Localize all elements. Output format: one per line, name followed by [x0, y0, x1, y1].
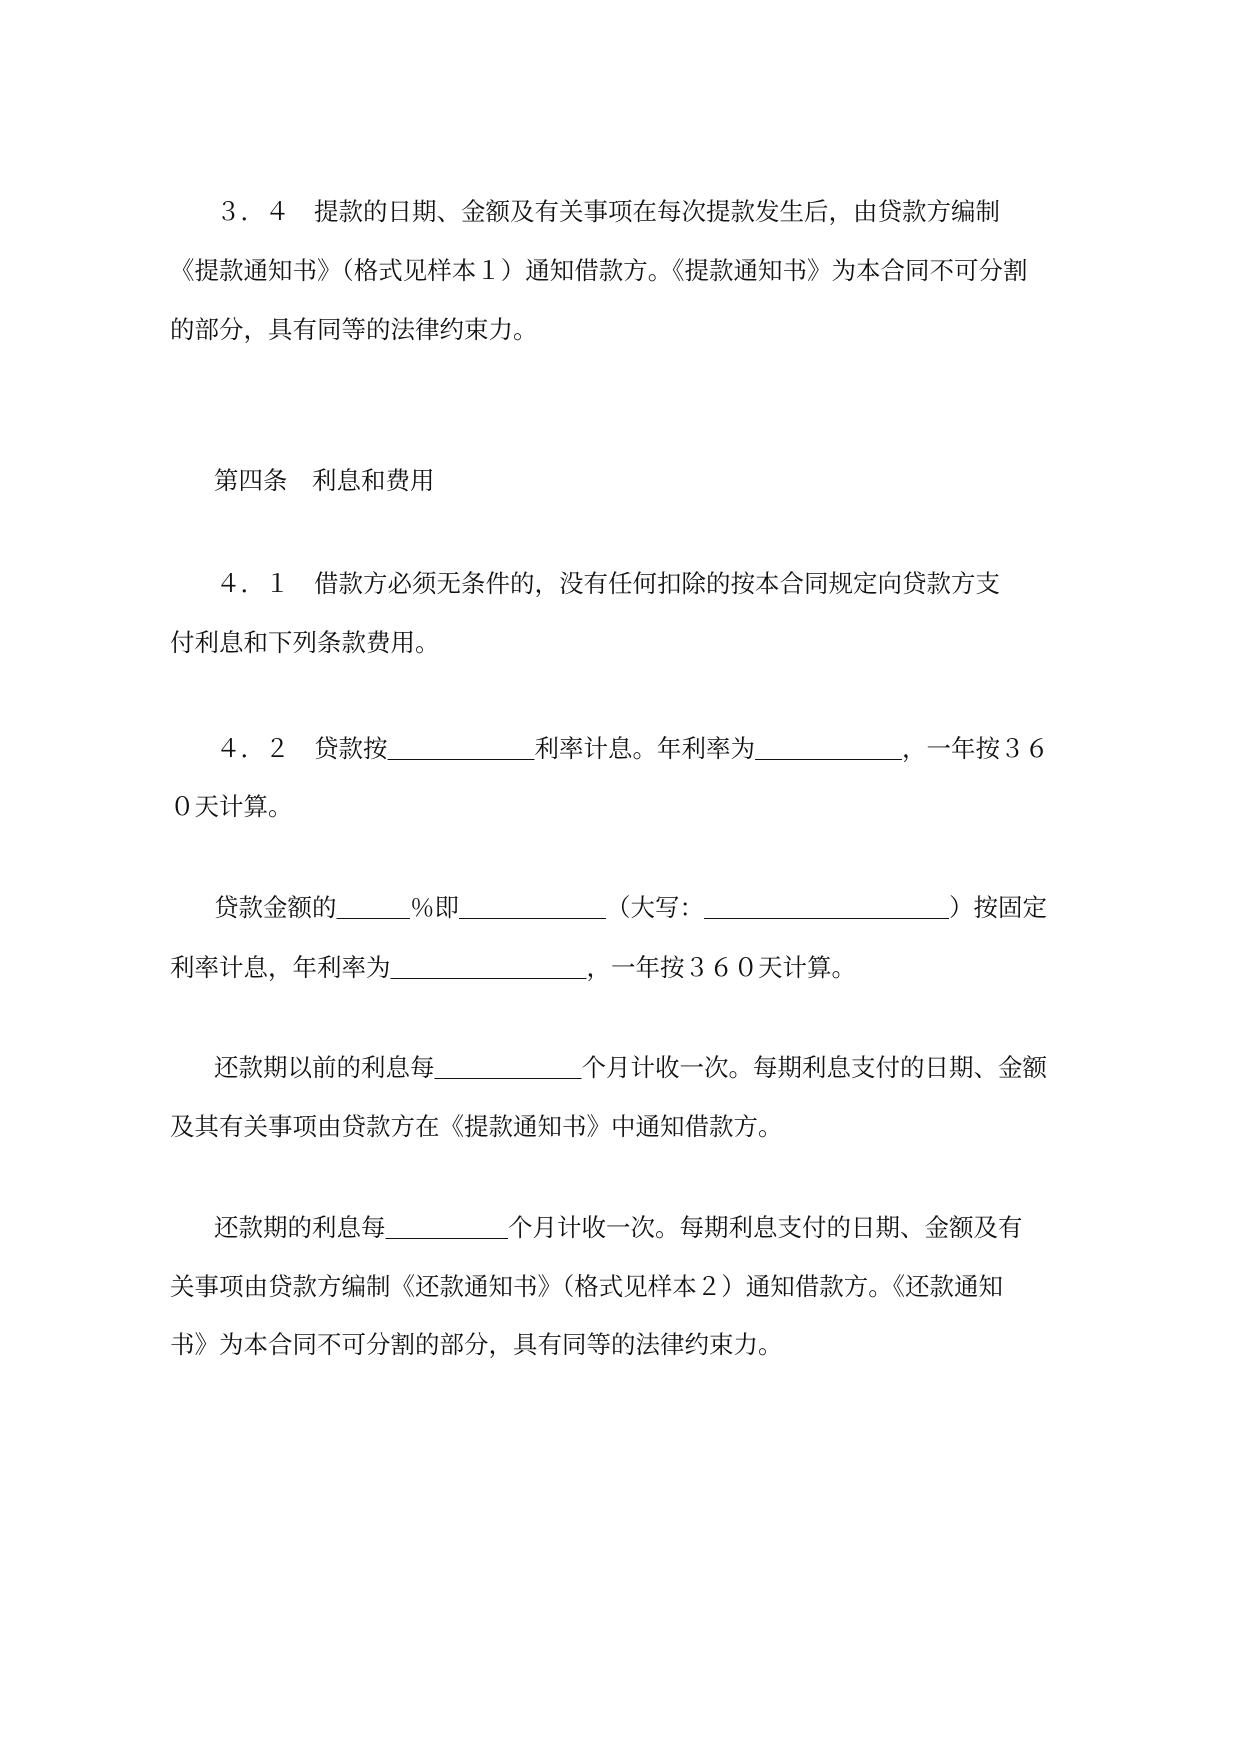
- repayment-interest-line-2: 关事项由贷款方编制《还款通知书》（格式见样本２）通知借款方。《还款通知: [170, 1272, 1003, 1301]
- repayment-interest-line-3: 书》为本合同不可分割的部分，具有同等的法律约束力。: [170, 1330, 783, 1359]
- fixed-rate-line-1: 贷款金额的＿＿＿％即＿＿＿＿＿＿（大写：＿＿＿＿＿＿＿＿＿＿）按固定: [214, 893, 1047, 922]
- pre-repayment-interest-line-2: 及其有关事项由贷款方在《提款通知书》中通知借款方。: [170, 1112, 783, 1141]
- clause-4-1-line-1: ４．１ 借款方必须无条件的，没有任何扣除的按本合同规定向贷款方支: [216, 569, 1000, 598]
- clause-4-2-line-2: ０天计算。: [170, 792, 293, 821]
- clause-3-4-line-2: 《提款通知书》（格式见样本１）通知借款方。《提款通知书》为本合同不可分割: [170, 256, 1028, 285]
- article-4-heading: 第四条 利息和费用: [214, 466, 435, 495]
- fixed-rate-line-2: 利率计息，年利率为＿＿＿＿＿＿＿＿，一年按３６０天计算。: [170, 953, 856, 982]
- clause-3-4-line-1: ３．４ 提款的日期、金额及有关事项在每次提款发生后，由贷款方编制: [216, 197, 1000, 226]
- clause-3-4-line-3: 的部分，具有同等的法律约束力。: [170, 315, 538, 344]
- pre-repayment-interest-line-1: 还款期以前的利息每＿＿＿＿＿＿个月计收一次。每期利息支付的日期、金额: [214, 1053, 1047, 1082]
- repayment-interest-line-1: 还款期的利息每＿＿＿＿＿个月计收一次。每期利息支付的日期、金额及有: [214, 1213, 1023, 1242]
- clause-4-1-line-2: 付利息和下列条款费用。: [170, 628, 440, 657]
- clause-4-2-line-1: ４．２ 贷款按＿＿＿＿＿＿利率计息。年利率为＿＿＿＿＿＿，一年按３６: [216, 734, 1049, 763]
